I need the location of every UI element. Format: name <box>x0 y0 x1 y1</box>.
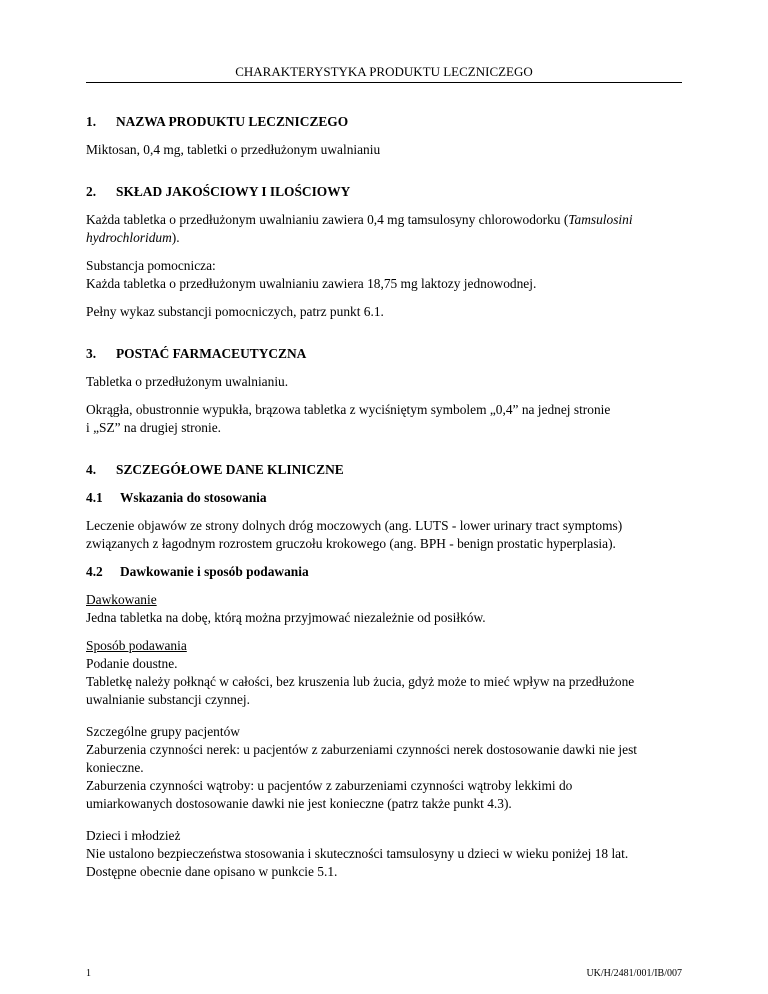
form-description-line: Okrągła, obustronnie wypukła, brązowa tabletka z wyciśniętym symbolem „0,4” na jednej stronie <box>86 402 611 417</box>
dosage-heading: Dawkowanie <box>86 592 157 607</box>
children-line: Nie ustalono bezpieczeństwa stosowania i skuteczności tamsulosyny u dzieci w wieku poniżej 18 lat. <box>86 846 629 861</box>
section-title: SKŁAD JAKOŚCIOWY I ILOŚCIOWY <box>116 184 351 199</box>
subsection-4-1-heading <box>86 489 690 507</box>
section-1-heading <box>86 113 690 131</box>
children-heading: Dzieci i młodzież <box>86 828 181 843</box>
section-number: 1. <box>86 114 97 129</box>
subsection-number: 4.2 <box>86 564 103 579</box>
indications-text <box>86 517 690 553</box>
special-groups-line: Zaburzenia czynności nerek: u pacjentów z zaburzeniami czynności nerek dostosowanie dawki nie jest <box>86 742 638 757</box>
document-title: CHARAKTERYSTYKA PRODUKTU LECZNICZEGO <box>86 63 682 83</box>
administration-line: Podanie doustne. <box>86 656 178 671</box>
dosage-text: Jedna tabletka na dobę, którą można przyjmować niezależnie od posiłków. <box>86 610 486 625</box>
section-4-heading <box>86 461 690 479</box>
subsection-title: Dawkowanie i sposób podawania <box>120 564 309 579</box>
section-title: SZCZEGÓŁOWE DANE KLINICZNE <box>116 462 344 477</box>
indications-line: związanych z łagodnym rozrostem gruczołu krokowego (ang. BPH - benign prostatic hyperplasia). <box>86 536 616 551</box>
form-description <box>86 401 690 437</box>
section-number: 4. <box>86 462 97 477</box>
administration-paragraph <box>86 637 690 709</box>
children-paragraph <box>86 827 690 881</box>
indications-line: Leczenie objawów ze strony dolnych dróg moczowych (ang. LUTS - lower urinary tract symptoms) <box>86 518 623 533</box>
dosage-paragraph <box>86 591 690 627</box>
subsection-number: 4.1 <box>86 490 103 505</box>
form-description-line: i „SZ” na drugiej stronie. <box>86 420 221 435</box>
section-2-heading <box>86 183 690 201</box>
document-reference: UK/H/2481/001/IB/007 <box>586 968 682 979</box>
special-groups-line: Zaburzenia czynności wątroby: u pacjentów z zaburzeniami czynności wątroby lekkimi do <box>86 778 573 793</box>
special-groups-heading: Szczególne grupy pacjentów <box>86 724 240 739</box>
section-number: 2. <box>86 184 97 199</box>
excipient-text: Każda tabletka o przedłużonym uwalnianiu zawiera 18,75 mg laktozy jednowodnej. <box>86 276 537 291</box>
composition-paragraph <box>86 211 690 247</box>
composition-text-end: ). <box>171 230 180 245</box>
section-number: 3. <box>86 346 97 361</box>
children-line: Dostępne obecnie dane opisano w punkcie 5.1. <box>86 864 338 879</box>
product-name-text: Miktosan, 0,4 mg, tabletki o przedłużonym uwalnianiu <box>86 142 381 157</box>
form-text: Tabletka o przedłużonym uwalnianiu. <box>86 374 289 389</box>
latin-name: Tamsulosini hydrochloridum <box>86 212 633 245</box>
document-body <box>86 113 690 891</box>
section-3-heading <box>86 345 690 363</box>
administration-line: Tabletkę należy połknąć w całości, bez kruszenia lub żucia, gdyż może to mieć wpływ na przedłużone <box>86 674 635 689</box>
administration-heading: Sposób podawania <box>86 638 187 653</box>
special-groups-line: umiarkowanych dostosowanie dawki nie jest konieczne (patrz także punkt 4.3). <box>86 796 512 811</box>
excipient-label: Substancja pomocnicza: <box>86 258 216 273</box>
section-title: NAZWA PRODUKTU LECZNICZEGO <box>116 114 349 129</box>
special-groups-paragraph <box>86 723 690 813</box>
subsection-4-2-heading <box>86 563 690 581</box>
special-groups-line: konieczne. <box>86 760 144 775</box>
page-number: 1 <box>86 968 91 979</box>
subsection-title: Wskazania do stosowania <box>120 490 267 505</box>
excipients-reference: Pełny wykaz substancji pomocniczych, patrz punkt 6.1. <box>86 304 384 319</box>
composition-text: Każda tabletka o przedłużonym uwalnianiu zawiera 0,4 mg tamsulosyny chlorowodorku ( <box>86 212 569 227</box>
administration-line: uwalnianie substancji czynnej. <box>86 692 250 707</box>
section-title: POSTAĆ FARMACEUTYCZNA <box>116 346 307 361</box>
excipient-paragraph <box>86 257 690 293</box>
